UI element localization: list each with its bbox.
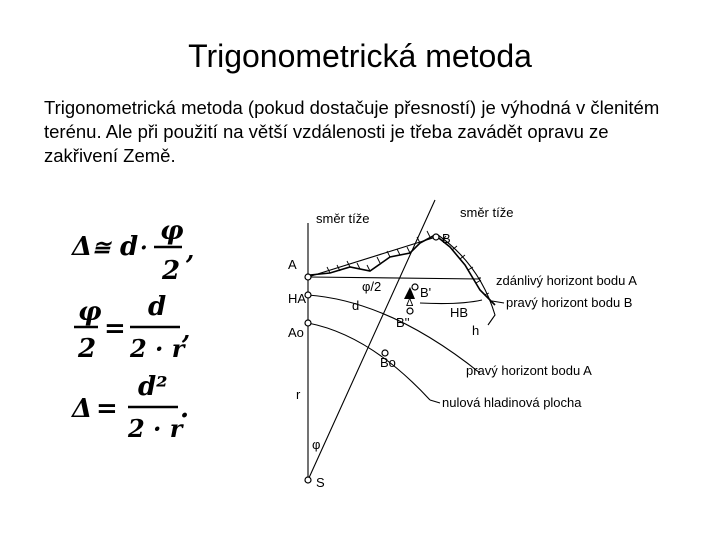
point-B — [433, 234, 439, 240]
label-A: A — [288, 257, 297, 272]
f2-comma: , — [182, 316, 191, 345]
label-B: B — [442, 231, 451, 246]
label-HA: HA — [288, 291, 307, 306]
f2-equals: = — [104, 314, 126, 344]
point-S — [305, 477, 311, 483]
label-S: S — [316, 475, 325, 490]
body-paragraph: Trigonometrická metoda (pokud dostačuje přesností) je výhodná v členitém terénu. Ale při použití na větší vzdálenosti je třeba zavádět opravu ze zakřivení Země. — [44, 97, 660, 166]
label-zdanlivy-horizont: zdánlivý horizont bodu A — [496, 273, 637, 288]
label-Bprime: B' — [420, 285, 432, 300]
f1-num-phi: φ — [160, 216, 184, 246]
label-smer-tize-1: směr tíže — [316, 211, 370, 226]
f2-num-phi: φ — [78, 297, 102, 327]
f3-equals: = — [96, 394, 118, 424]
formulas-panel — [70, 215, 220, 455]
label-smer-tize-2: směr tíže — [460, 205, 514, 220]
label-pravy-horizont-A: pravý horizont bodu A — [466, 363, 592, 378]
pointer-nulova — [430, 400, 440, 403]
f1-delta: Δ — [72, 232, 93, 262]
label-Bdouble: B'' — [396, 315, 410, 330]
label-h: h — [472, 323, 480, 338]
point-Bprime — [412, 284, 418, 290]
label-B0: Bo — [380, 355, 396, 370]
point-A — [305, 274, 311, 280]
f1-dot: · — [140, 235, 148, 261]
point-A0 — [305, 320, 311, 326]
label-phi2: φ/2 — [362, 279, 382, 294]
formula-2 — [74, 292, 190, 364]
f2-den-2r: 2 · r — [130, 334, 185, 363]
gravity-direction-B-line — [308, 200, 435, 480]
label-d: d — [352, 298, 360, 313]
slide-title: Trigonometrická metoda — [188, 38, 532, 74]
apparent-horizon-line — [308, 277, 480, 279]
label-delta: Δ — [406, 297, 414, 309]
f1-den-2: 2 — [162, 256, 181, 286]
f1-approx: ≅ — [92, 235, 111, 261]
f1-d: d — [120, 232, 139, 262]
earth-curvature-diagram — [270, 195, 680, 495]
f2-num-d: d — [148, 292, 167, 322]
true-horizon-B-curve — [420, 300, 482, 304]
f3-period: . — [180, 394, 190, 424]
f3-den-2r: 2 · r — [128, 414, 183, 443]
label-phi: φ — [312, 437, 321, 452]
label-pravy-horizont-B: pravý horizont bodu B — [506, 295, 633, 310]
label-nulova-plocha: nulová hladinová plocha — [442, 395, 582, 410]
formula-3 — [70, 372, 189, 443]
terrain-profile — [310, 235, 495, 305]
label-r: r — [296, 387, 301, 402]
sight-line-AB — [308, 237, 436, 277]
f3-num-d2: d² — [138, 372, 168, 402]
f3-delta: Δ — [72, 394, 93, 424]
f2-den-2: 2 — [78, 334, 97, 364]
label-HB: HB — [450, 305, 469, 320]
zero-level-surface-curve — [308, 323, 430, 400]
f1-comma: , — [186, 236, 195, 265]
formula-1 — [70, 216, 194, 286]
label-A0: Ao — [288, 325, 304, 340]
